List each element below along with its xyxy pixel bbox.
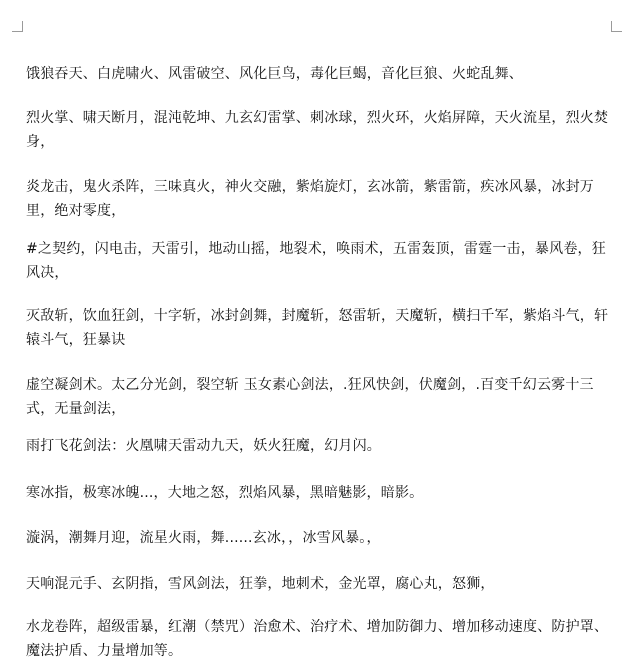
paragraph-8: 寒冰指，极寒冰魄...，大地之怒，烈焰风暴，黑暗魅影，暗影。 [26, 485, 424, 501]
top-right-crop-mark [611, 21, 622, 32]
paragraph-1: 饿狼吞天、白虎啸火、风雷破空、风化巨鸟，毒化巨蝎，音化巨狼、火蛇乱舞、 [26, 66, 523, 82]
paragraph-2: 烈火掌、啸天断月，混沌乾坤、九玄幻雷掌、刺冰球，烈火环，火焰屏障，天火流星，烈火焚身， [26, 110, 609, 150]
paragraph-4: #之契约，闪电击，天雷引，地动山摇，地裂术，唤雨术，五雷轰顶，雷霆一击，暴风卷，狂风决， [26, 241, 606, 281]
paragraph-7: 雨打飞花剑法：火凰啸天雷动九天，妖火狂魔，幻月闪。 [26, 438, 381, 454]
top-left-crop-mark [12, 21, 23, 32]
paragraph-9: 漩涡，潮舞月迎，流星火雨，舞......玄冰，，冰雪风暴。， [26, 530, 381, 546]
paragraph-5: 灭敌斩，饮血狂剑，十字斩，冰封剑舞，封魔斩，怒雷斩，天魔斩，横扫千军，紫焰斗气，轩辕斗气，狂暴诀 [26, 308, 609, 348]
paragraph-3: 炎龙击，鬼火杀阵，三味真火，神火交融，紫焰旋灯，玄冰箭，紫雷箭，疾冰风暴，冰封万里，绝对零度， [26, 179, 594, 219]
paragraph-6: 虚空凝剑术。太乙分光剑，裂空斩 玉女素心剑法，.狂风快剑，伏魔剑，.百变千幻云雾十三式，无量剑法， [26, 377, 594, 417]
paragraph-11: 水龙卷阵，超级雷暴，红潮（禁咒）治愈术、治疗术、增加防御力、增加移动速度、防护罩、魔法护盾、力量增加等。 [26, 619, 609, 659]
paragraph-10: 天响混元手、玄阴指，雪风剑法，狂拳，地刺术，金光罩，腐心丸，怒狮， [26, 576, 495, 592]
